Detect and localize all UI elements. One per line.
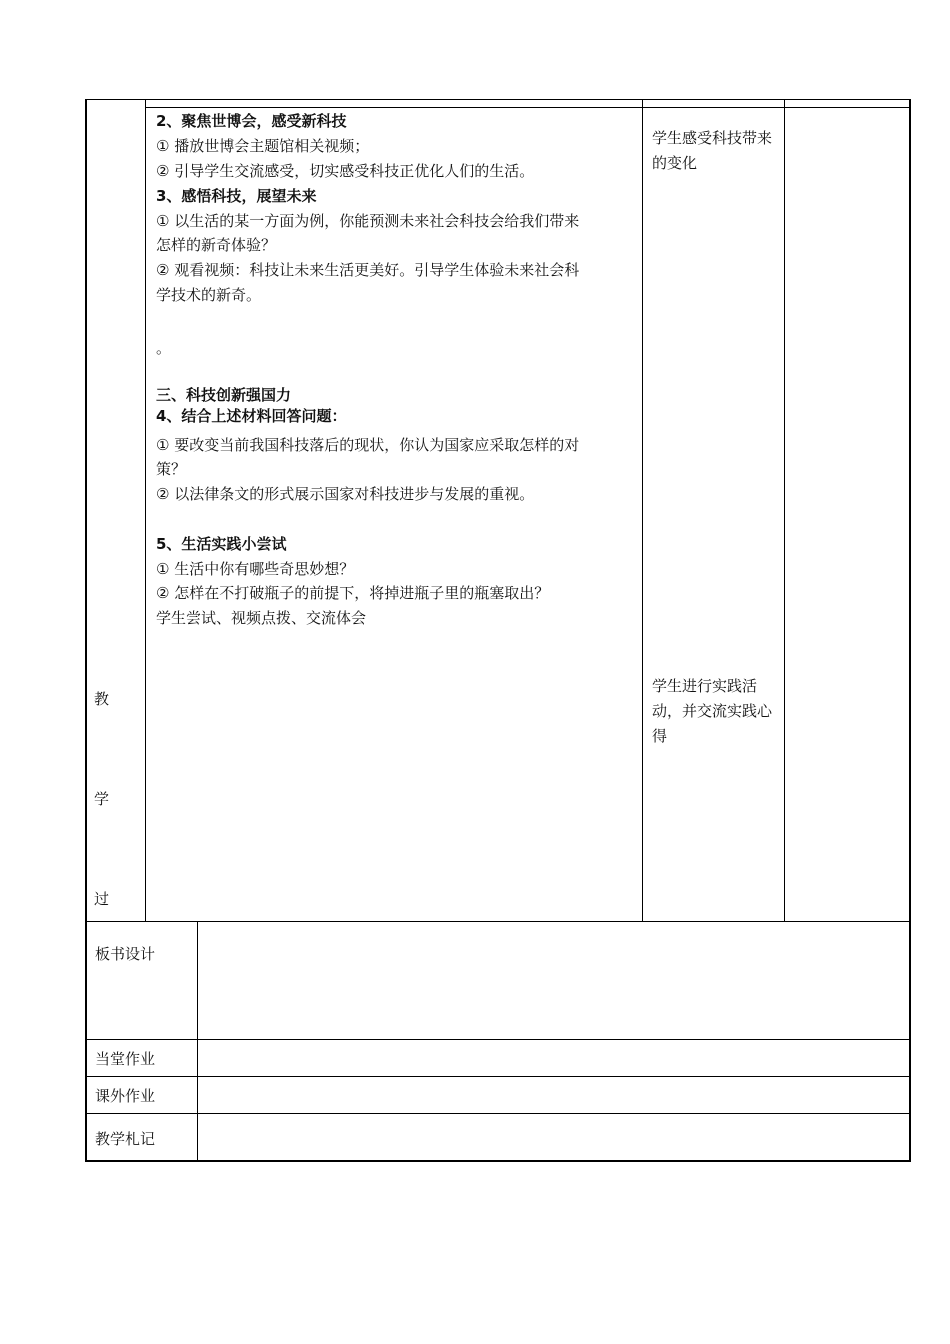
student-note-1: 学生感受科技带来的变化 <box>652 129 773 172</box>
section4-item1-line2: 策？ <box>156 460 187 478</box>
table-top-inner-border <box>145 107 911 108</box>
side-label-char-1: 教 <box>94 690 110 708</box>
section3-item1-line2: 怎样的新奇体验？ <box>156 236 277 254</box>
process-col-divider-2 <box>642 99 643 922</box>
teaching-notes-label: 教学札记 <box>95 1130 156 1148</box>
section2-item2: ② 引导学生交流感受，切实感受科技正优化人们的生活。 <box>156 162 535 180</box>
table-bottom-border <box>85 1160 911 1162</box>
footer-label-divider <box>197 921 198 1162</box>
section4-title: 4、结合上述材料回答问题： <box>156 407 347 425</box>
stray-mark: 。 <box>156 339 172 357</box>
board-bottom-border <box>85 1039 911 1040</box>
process-col-divider-1 <box>145 99 146 922</box>
table-left-border <box>85 99 87 1162</box>
section3-item2-line2: 学技术的新奇。 <box>156 286 262 304</box>
section4-item2: ② 以法律条文的形式展示国家对科技进步与发展的重视。 <box>156 485 535 503</box>
side-label-char-2: 学 <box>94 790 110 808</box>
section3-item2-line1: ② 观看视频：科技让未来生活更美好。引导学生体验未来社会科 <box>156 261 580 279</box>
section5-title: 5、生活实践小尝试 <box>156 535 287 553</box>
student-note-2: 学生进行实践活动，并交流实践心得 <box>652 677 773 745</box>
board-design-label: 板书设计 <box>95 945 156 963</box>
process-bottom-border <box>85 921 911 922</box>
section3-item1-line1: ① 以生活的某一方面为例，你能预测未来社会科技会给我们带来 <box>156 212 580 230</box>
section5-item2: ② 怎样在不打破瓶子的前提下，将掉进瓶子里的瓶塞取出？ <box>156 584 550 602</box>
section5-item1: ① 生活中你有哪些奇思妙想？ <box>156 560 355 578</box>
after-class-homework-label: 课外作业 <box>95 1087 156 1105</box>
section5-note: 学生尝试、视频点拨、交流体会 <box>156 609 367 627</box>
side-label-char-3: 过 <box>94 890 110 908</box>
after-class-bottom-border <box>85 1113 911 1114</box>
table-top-border <box>85 99 911 100</box>
section4-item1-line1: ① 要改变当前我国科技落后的现状，你认为国家应采取怎样的对 <box>156 436 580 454</box>
section3-title: 3、感悟科技，展望未来 <box>156 187 317 205</box>
section2-item1: ① 播放世博会主题馆相关视频； <box>156 137 370 155</box>
part3-title: 三、科技创新强国力 <box>156 386 292 404</box>
table-right-border <box>909 99 911 1162</box>
class-homework-bottom-border <box>85 1076 911 1077</box>
process-col-divider-3 <box>784 99 785 922</box>
class-homework-label: 当堂作业 <box>95 1050 156 1068</box>
section2-title: 2、聚焦世博会，感受新科技 <box>156 112 347 130</box>
